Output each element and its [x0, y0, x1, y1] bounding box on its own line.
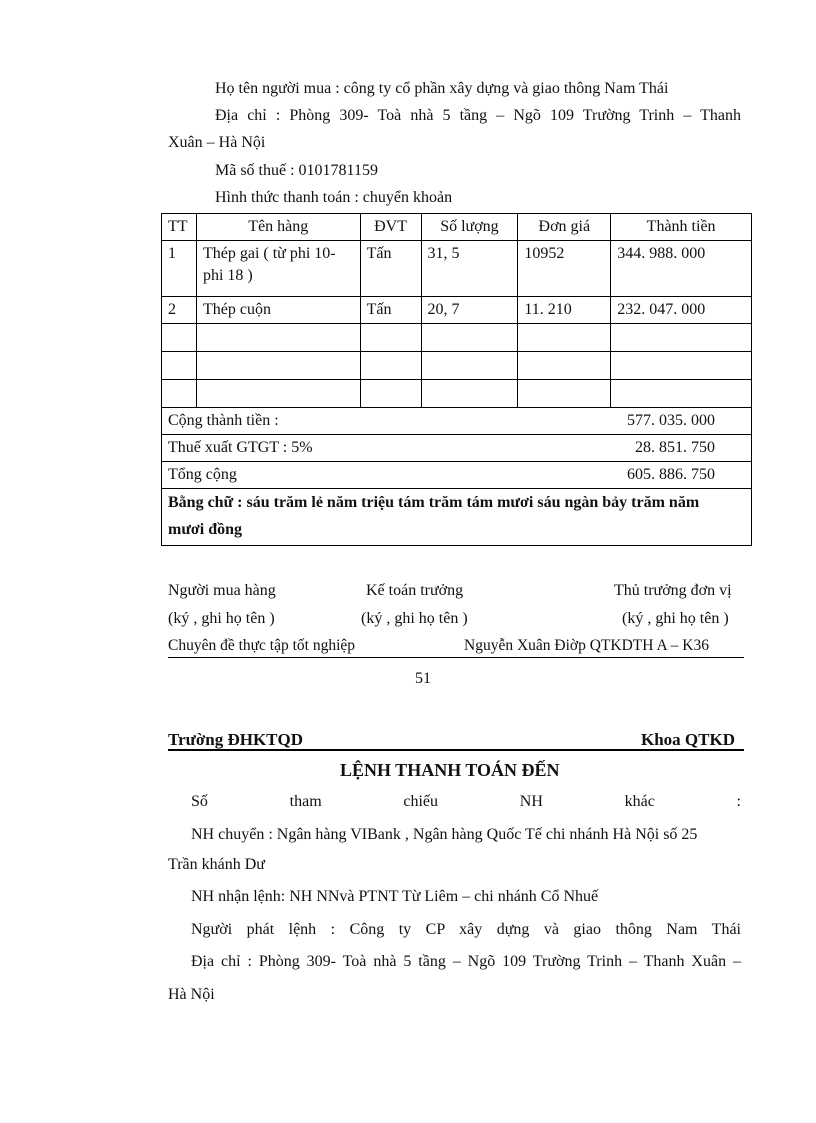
receiving-bank: NH nhận lệnh: NH NNvà PTNT Từ Liêm – chi nhánh Cổ Nhuế	[191, 888, 599, 905]
invoice-table	[161, 213, 752, 546]
cell-name: Thép gai ( từ phi 10- phi 18 )	[196, 241, 360, 297]
table-row	[162, 297, 752, 324]
footer-rule	[168, 657, 744, 658]
cell-tt: 1	[162, 241, 197, 297]
footer-right: Nguyễn Xuân Điờp QTKDTH A – K36	[464, 637, 709, 654]
issuer-address-line1: Địa chỉ : Phòng 309- Toà nhà 5 tầng – Ngõ 109 Trường Trinh – Thanh Xuân –	[191, 953, 741, 970]
cell-unit: Tấn	[360, 297, 421, 324]
header-cell-name: Tên hàng	[196, 214, 360, 241]
signature-buyer-note: (ký , ghi họ tên )	[168, 610, 275, 627]
issuer-address-line2: Hà Nội	[168, 986, 215, 1003]
document-title: LỆNH THANH TOÁN ĐẾN	[340, 760, 560, 780]
subtotal-label: Cộng thành tiền :	[168, 412, 279, 429]
empty-row	[162, 352, 752, 380]
header-cell-amount: Thành tiền	[611, 214, 752, 241]
total-value: 605. 886. 750	[627, 466, 715, 483]
header-rule	[168, 749, 744, 751]
subtotal-value: 577. 035. 000	[627, 412, 715, 429]
vat-label: Thuế xuất GTGT : 5%	[168, 439, 313, 456]
reference-line	[191, 792, 741, 812]
signature-buyer: Người mua hàng	[168, 582, 276, 599]
vat-value: 28. 851. 750	[635, 439, 715, 456]
header-cell-tt: TT	[162, 214, 197, 241]
header-cell-unit: ĐVT	[360, 214, 421, 241]
buyer-address-line1: Địa chỉ : Phòng 309- Toà nhà 5 tầng – Ngõ 109 Trường Trinh – Thanh	[215, 107, 741, 124]
empty-row	[162, 324, 752, 352]
ref-word: khác	[624, 793, 655, 810]
table-row	[162, 241, 752, 297]
cell-unit: Tấn	[360, 241, 421, 297]
header-left: Trường ĐHKTQD	[168, 730, 304, 749]
signature-accountant-note: (ký , ghi họ tên )	[361, 610, 468, 627]
header-right: Khoa QTKD	[641, 730, 735, 749]
header-cell-qty: Số lượng	[421, 214, 518, 241]
buyer-address-line2: Xuân – Hà Nội	[168, 134, 266, 151]
in-words-line2: mươi đồng	[168, 521, 243, 538]
ref-word: chiếu	[403, 793, 439, 810]
table-header-row	[162, 214, 752, 241]
issuer-line: Người phát lệnh : Công ty CP xây dựng và giao thông Nam Thái	[191, 921, 741, 938]
subtotal-row	[162, 408, 752, 435]
total-row	[162, 462, 752, 489]
cell-qty: 20, 7	[421, 297, 518, 324]
page-number: 51	[415, 670, 431, 687]
buyer-tax-code: Mã số thuế : 0101781159	[215, 162, 378, 179]
ref-word: Số	[191, 793, 208, 810]
cell-price: 11. 210	[518, 297, 611, 324]
cell-amount: 232. 047. 000	[611, 297, 752, 324]
in-words-line1: Bằng chữ : sáu trăm lẻ năm triệu tám trăm tám mươi sáu ngàn bảy trăm năm	[168, 494, 700, 511]
cell-tt: 2	[162, 297, 197, 324]
sending-bank-line2: Trần khánh Dư	[168, 856, 265, 873]
vat-row	[162, 435, 752, 462]
cell-amount: 344. 988. 000	[611, 241, 752, 297]
signature-head: Thủ trưởng đơn vị	[614, 582, 732, 599]
ref-word: NH	[519, 793, 543, 810]
cell-price: 10952	[518, 241, 611, 297]
payment-method: Hình thức thanh toán : chuyển khoản	[215, 189, 453, 206]
ref-word: :	[736, 793, 741, 810]
cell-qty: 31, 5	[421, 241, 518, 297]
sending-bank-line1: NH chuyển : Ngân hàng VIBank , Ngân hàng Quốc Tế chi nhánh Hà Nội số 25	[191, 826, 698, 843]
signature-accountant: Kế toán trưởng	[366, 582, 464, 599]
cell-name: Thép cuộn	[196, 297, 360, 324]
empty-row	[162, 380, 752, 408]
header-cell-price: Đơn giá	[518, 214, 611, 241]
buyer-name-line: Họ tên người mua : công ty cổ phần xây dựng và giao thông Nam Thái	[215, 80, 669, 97]
footer-left: Chuyên đề thực tập tốt nghiệp	[168, 637, 356, 654]
in-words-row	[162, 489, 752, 546]
ref-word: tham	[289, 793, 322, 810]
total-label: Tổng cộng	[168, 466, 237, 483]
signature-head-note: (ký , ghi họ tên )	[622, 610, 729, 627]
